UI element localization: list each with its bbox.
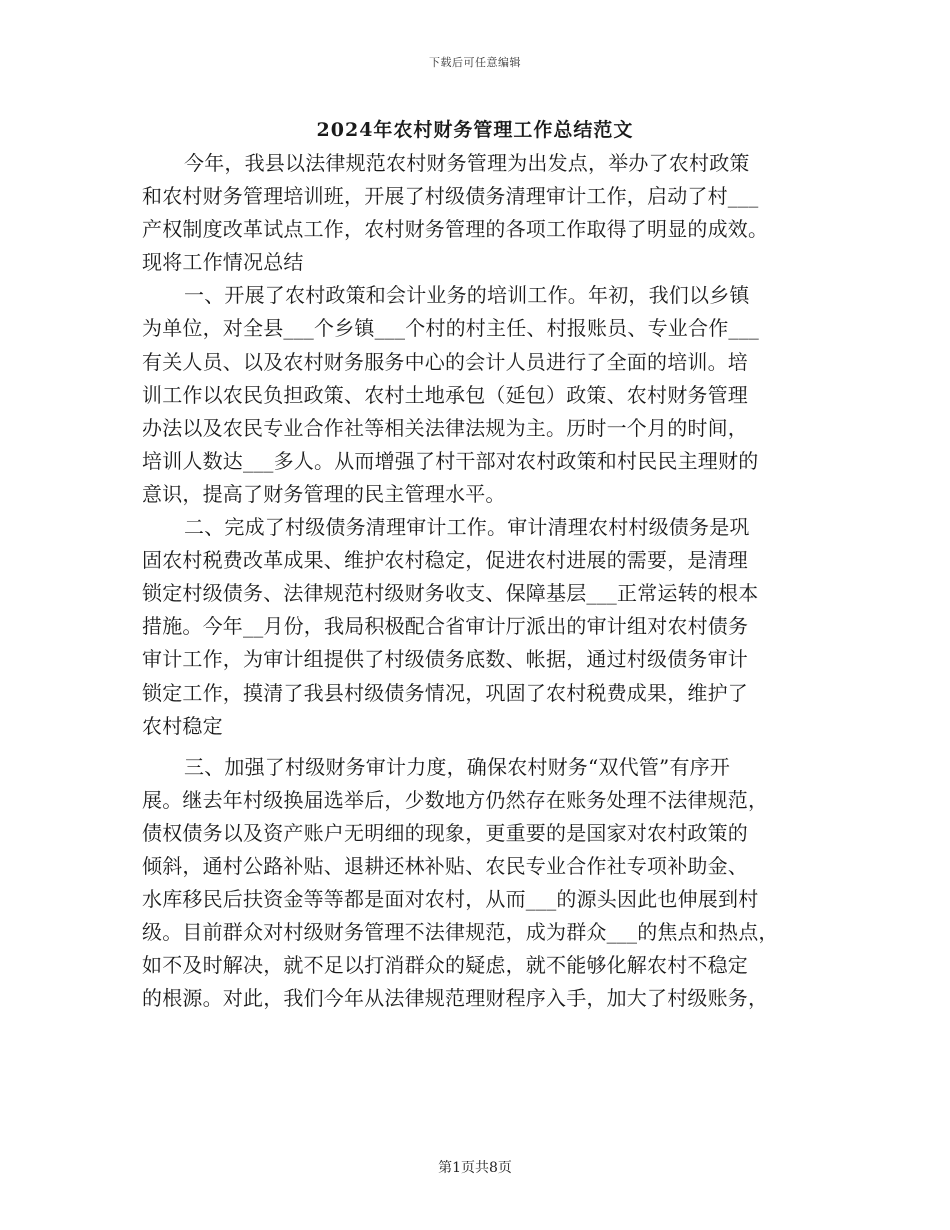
- paragraph-debt-audit: [142, 511, 814, 743]
- text-line: 现将工作情况总结: [142, 250, 304, 275]
- text-line: 训工作以农民负担政策、农村土地承包（延包）政策、农村财务管理: [142, 382, 748, 407]
- text-line: 审计工作，为审计组提供了村级债务底数、帐据，通过村级债务审计: [142, 647, 748, 672]
- text-line: 水库移民后扶资金等等都是面对农村，从而___的源头因此也伸展到村: [142, 887, 759, 912]
- header-note: 下载后可任意编辑: [429, 56, 521, 69]
- text-line: 产权制度改革试点工作，农村财务管理的各项工作取得了明显的成效。: [142, 217, 769, 242]
- text-line: 的根源。对此，我们今年从法律规范理财程序入手，加大了村级账务，: [142, 986, 769, 1011]
- text-line: 有关人员、以及农村财务服务中心的会计人员进行了全面的培训。培: [142, 349, 748, 374]
- text-line: 倾斜，通村公路补贴、退耕还林补贴、农民专业合作社专项补助金、: [142, 853, 748, 878]
- text-line: 今年，我县以法律规范农村财务管理为出发点，举办了农村政策: [184, 151, 750, 175]
- document-title: 2024年农村财务管理工作总结范文: [316, 119, 634, 141]
- paragraph-intro: [142, 147, 814, 279]
- text-line: 债权债务以及资产账户无明细的现象，更重要的是国家对农村政策的: [142, 820, 748, 845]
- text-line: 培训人数达___多人。从而增强了村干部对农村政策和村民民主理财的: [142, 448, 759, 473]
- paragraph-training: [142, 279, 814, 511]
- page-footer: 第1页共8页: [438, 1160, 512, 1176]
- text-line: 级。目前群众对村级财务管理不法律规范，成为群众___的焦点和热点，: [142, 920, 779, 945]
- text-line: 意识，提高了财务管理的民主管理水平。: [142, 481, 506, 506]
- text-line: 农村稳定: [142, 713, 223, 738]
- text-line: 和农村财务管理培训班，开展了村级债务清理审计工作，启动了村___: [142, 184, 759, 209]
- text-line: 展。继去年村级换届选举后，少数地方仍然存在账务处理不法律规范，: [142, 787, 769, 812]
- paragraph-spacer: [142, 743, 814, 751]
- text-line: 固农村税费改革成果、维护农村稳定，促进农村进展的需要，是清理: [142, 548, 748, 573]
- text-line: 措施。今年__月份，我局积极配合省审计厅派出的审计组对农村债务: [142, 614, 749, 639]
- text-line: 三、加强了村级财务审计力度，确保农村财务“双代管”有序开: [184, 754, 731, 779]
- paragraph-finance-audit: [142, 751, 814, 1016]
- document-body: [142, 147, 814, 1015]
- text-line: 一、开展了农村政策和会计业务的培训工作。年初，我们以乡镇: [184, 283, 750, 308]
- text-line: 如不及时解决，就不足以打消群众的疑虑，就不能够化解农村不稳定: [142, 953, 748, 978]
- text-line: 锁定工作，摸清了我县村级债务情况，巩固了农村税费成果，维护了: [142, 680, 748, 705]
- text-line: 为单位，对全县___个乡镇___个村的村主任、村报账员、专业合作___: [142, 316, 759, 341]
- text-line: 锁定村级债务、法律规范村级财务收支、保障基层___正常运转的根本: [142, 581, 759, 606]
- text-line: 二、完成了村级债务清理审计工作。审计清理农村村级债务是巩: [184, 515, 750, 540]
- text-line: 办法以及农民专业合作社等相关法律法规为主。历时一个月的时间，: [142, 415, 748, 440]
